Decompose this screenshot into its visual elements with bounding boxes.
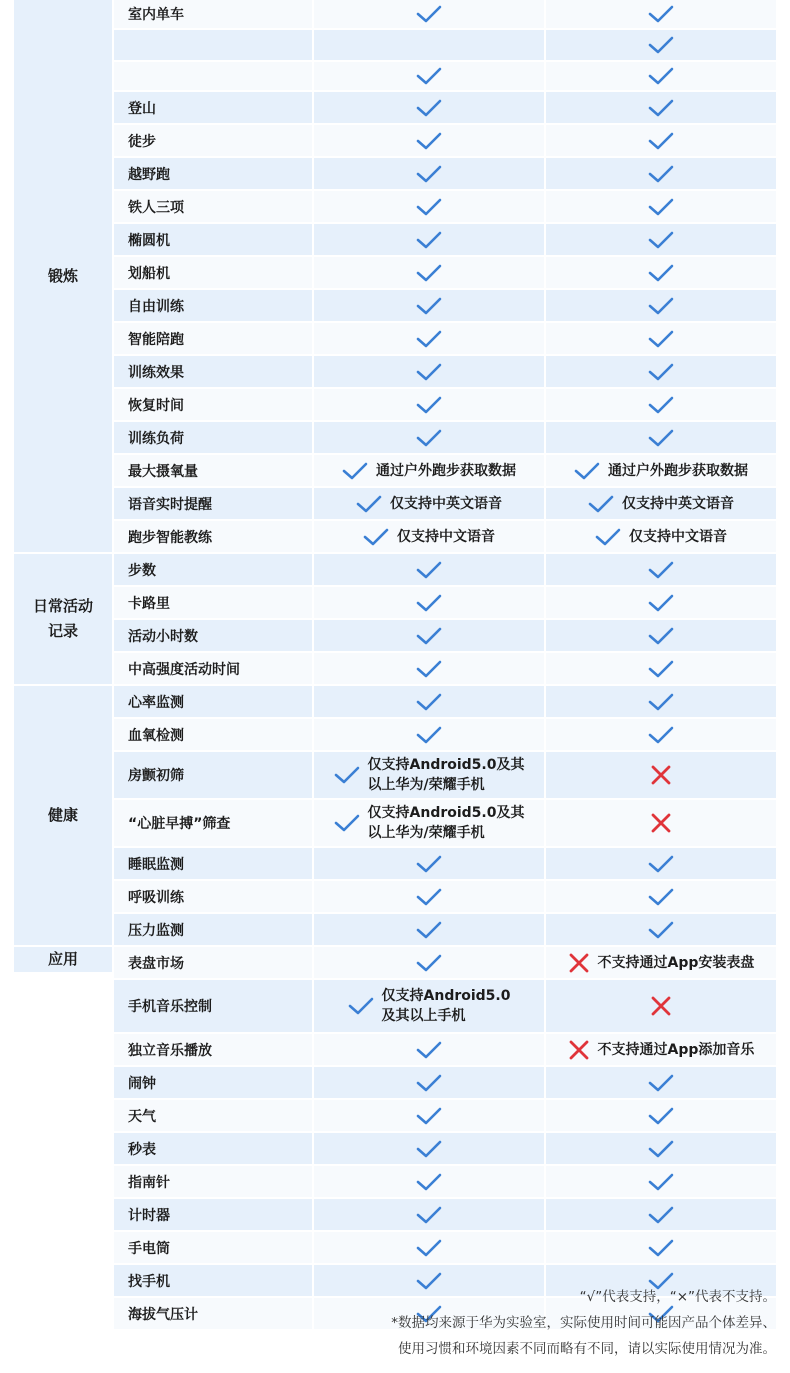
feature-name: 自由训练 bbox=[114, 290, 312, 321]
check-icon bbox=[648, 329, 674, 349]
support-note: 仅支持中文语音 bbox=[397, 528, 495, 545]
support-cell-model-1 bbox=[314, 389, 544, 420]
check-icon bbox=[648, 1205, 674, 1225]
check-icon bbox=[648, 395, 674, 415]
check-icon bbox=[416, 1073, 442, 1093]
feature-name: 椭圆机 bbox=[114, 224, 312, 255]
support-cell-model-1 bbox=[314, 488, 544, 519]
support-cell-model-2 bbox=[546, 224, 776, 255]
feature-name: 海拔气压计 bbox=[114, 1298, 312, 1329]
data-source-note-continued: 使用习惯和环境因素不同而略有不同，请以实际使用情况为准。 bbox=[398, 1341, 776, 1357]
support-note: 通过户外跑步获取数据 bbox=[608, 462, 748, 479]
check-icon bbox=[416, 329, 442, 349]
check-icon bbox=[416, 296, 442, 316]
feature-name: 房颤初筛 bbox=[114, 752, 312, 798]
cross-icon bbox=[650, 812, 672, 834]
support-cell-model-1 bbox=[314, 455, 544, 486]
support-cell-model-1 bbox=[314, 30, 544, 60]
group-label: 健康 bbox=[14, 686, 112, 945]
support-cell-model-2 bbox=[546, 290, 776, 321]
feature-name: 睡眠监测 bbox=[114, 848, 312, 879]
support-cell-model-2 bbox=[546, 158, 776, 189]
support-cell-model-2 bbox=[546, 1232, 776, 1263]
support-cell-model-2 bbox=[546, 488, 776, 519]
support-cell-model-2 bbox=[546, 752, 776, 798]
check-icon bbox=[416, 1040, 442, 1060]
check-icon bbox=[416, 98, 442, 118]
check-icon bbox=[648, 1106, 674, 1126]
check-icon bbox=[416, 131, 442, 151]
feature-name: 找手机 bbox=[114, 1265, 312, 1296]
check-icon bbox=[648, 920, 674, 940]
support-note: 仅支持中英文语音 bbox=[390, 495, 502, 512]
support-cell-model-2 bbox=[546, 719, 776, 750]
support-cell-model-1 bbox=[314, 1133, 544, 1164]
feature-name: 压力监测 bbox=[114, 914, 312, 945]
check-icon bbox=[334, 765, 360, 785]
support-cell-model-2 bbox=[546, 881, 776, 912]
check-icon bbox=[648, 296, 674, 316]
support-cell-model-2 bbox=[546, 947, 776, 978]
support-cell-model-1 bbox=[314, 947, 544, 978]
check-icon bbox=[648, 98, 674, 118]
feature-name: 徒步 bbox=[114, 125, 312, 156]
feature-name: 训练效果 bbox=[114, 356, 312, 387]
feature-name: 心率监测 bbox=[114, 686, 312, 717]
footnotes bbox=[391, 1284, 776, 1362]
feature-name: 血氧检测 bbox=[114, 719, 312, 750]
feature-name: 训练负荷 bbox=[114, 422, 312, 453]
check-icon bbox=[595, 527, 621, 547]
check-icon bbox=[416, 164, 442, 184]
support-note: 不支持通过App安装表盘 bbox=[597, 954, 755, 971]
support-cell-model-2 bbox=[546, 800, 776, 846]
feature-name: 登山 bbox=[114, 92, 312, 123]
check-icon bbox=[416, 428, 442, 448]
support-cell-model-2 bbox=[546, 554, 776, 585]
check-icon bbox=[334, 813, 360, 833]
support-cell-model-2 bbox=[546, 848, 776, 879]
check-icon bbox=[416, 362, 442, 382]
support-cell-model-2 bbox=[546, 587, 776, 618]
check-icon bbox=[363, 527, 389, 547]
feature-name: 跑步智能教练 bbox=[114, 521, 312, 552]
check-icon bbox=[574, 461, 600, 481]
support-cell-model-1 bbox=[314, 191, 544, 222]
group-label: 锻炼 bbox=[14, 0, 112, 552]
feature-name: 卡路里 bbox=[114, 587, 312, 618]
check-icon bbox=[648, 692, 674, 712]
feature-name: “心脏早搏”筛查 bbox=[114, 800, 312, 846]
check-icon bbox=[416, 1139, 442, 1159]
check-icon bbox=[416, 692, 442, 712]
legend-note: “√”代表支持，“×”代表不支持。 bbox=[579, 1289, 776, 1305]
support-cell-model-1 bbox=[314, 554, 544, 585]
check-icon bbox=[416, 1172, 442, 1192]
feature-name bbox=[114, 30, 312, 60]
support-cell-model-1 bbox=[314, 290, 544, 321]
feature-name: 最大摄氧量 bbox=[114, 455, 312, 486]
support-cell-model-1 bbox=[314, 62, 544, 90]
support-note: 仅支持Android5.0及其 以上华为/荣耀手机 bbox=[367, 757, 525, 793]
support-cell-model-2 bbox=[546, 1199, 776, 1230]
support-cell-model-1 bbox=[314, 1067, 544, 1098]
support-cell-model-1 bbox=[314, 686, 544, 717]
support-note: 通过户外跑步获取数据 bbox=[376, 462, 516, 479]
check-icon bbox=[648, 854, 674, 874]
feature-name: 指南针 bbox=[114, 1166, 312, 1197]
support-cell-model-2 bbox=[546, 125, 776, 156]
support-cell-model-1 bbox=[314, 521, 544, 552]
check-icon bbox=[416, 560, 442, 580]
feature-name: 独立音乐播放 bbox=[114, 1034, 312, 1065]
check-icon bbox=[416, 66, 442, 86]
cross-icon bbox=[568, 1039, 590, 1061]
support-cell-model-1 bbox=[314, 224, 544, 255]
support-cell-model-2 bbox=[546, 1067, 776, 1098]
check-icon bbox=[416, 659, 442, 679]
support-cell-model-1 bbox=[314, 881, 544, 912]
support-cell-model-1 bbox=[314, 1232, 544, 1263]
support-cell-model-1 bbox=[314, 92, 544, 123]
check-icon bbox=[416, 626, 442, 646]
check-icon bbox=[648, 560, 674, 580]
check-icon bbox=[648, 626, 674, 646]
support-cell-model-1 bbox=[314, 125, 544, 156]
support-cell-model-2 bbox=[546, 257, 776, 288]
support-note: 仅支持中英文语音 bbox=[622, 495, 734, 512]
support-cell-model-1 bbox=[314, 800, 544, 846]
support-cell-model-2 bbox=[546, 0, 776, 28]
support-note: 仅支持Android5.0 及其以上手机 bbox=[381, 988, 511, 1024]
check-icon bbox=[416, 593, 442, 613]
feature-name: 天气 bbox=[114, 1100, 312, 1131]
check-icon bbox=[416, 230, 442, 250]
check-icon bbox=[356, 494, 382, 514]
support-note: 仅支持中文语音 bbox=[629, 528, 727, 545]
check-icon bbox=[416, 1238, 442, 1258]
support-cell-model-1 bbox=[314, 587, 544, 618]
support-cell-model-1 bbox=[314, 1034, 544, 1065]
check-icon bbox=[648, 659, 674, 679]
support-note: 仅支持Android5.0及其 以上华为/荣耀手机 bbox=[367, 805, 525, 841]
group-label: 日常活动 记录 bbox=[14, 554, 112, 684]
feature-name: 中高强度活动时间 bbox=[114, 653, 312, 684]
check-icon bbox=[416, 197, 442, 217]
check-icon bbox=[648, 1073, 674, 1093]
support-cell-model-2 bbox=[546, 455, 776, 486]
check-icon bbox=[648, 1238, 674, 1258]
support-cell-model-1 bbox=[314, 752, 544, 798]
cross-icon bbox=[650, 995, 672, 1017]
cross-icon bbox=[568, 952, 590, 974]
feature-name: 活动小时数 bbox=[114, 620, 312, 651]
support-cell-model-2 bbox=[546, 914, 776, 945]
feature-name: 铁人三项 bbox=[114, 191, 312, 222]
support-cell-model-1 bbox=[314, 257, 544, 288]
support-cell-model-2 bbox=[546, 62, 776, 90]
support-cell-model-1 bbox=[314, 914, 544, 945]
feature-name: 秒表 bbox=[114, 1133, 312, 1164]
feature-name: 表盘市场 bbox=[114, 947, 312, 978]
check-icon bbox=[416, 920, 442, 940]
check-icon bbox=[416, 4, 442, 24]
group-label: 应用 bbox=[14, 947, 112, 972]
check-icon bbox=[648, 593, 674, 613]
support-cell-model-2 bbox=[546, 30, 776, 60]
support-cell-model-1 bbox=[314, 0, 544, 28]
support-cell-model-1 bbox=[314, 1166, 544, 1197]
check-icon bbox=[648, 197, 674, 217]
feature-name: 智能陪跑 bbox=[114, 323, 312, 354]
feature-name: 计时器 bbox=[114, 1199, 312, 1230]
cross-icon bbox=[650, 764, 672, 786]
support-note: 不支持通过App添加音乐 bbox=[597, 1041, 755, 1058]
check-icon bbox=[648, 1172, 674, 1192]
check-icon bbox=[648, 4, 674, 24]
support-cell-model-1 bbox=[314, 158, 544, 189]
support-cell-model-2 bbox=[546, 389, 776, 420]
check-icon bbox=[416, 953, 442, 973]
support-cell-model-2 bbox=[546, 1100, 776, 1131]
support-cell-model-2 bbox=[546, 191, 776, 222]
check-icon bbox=[416, 1205, 442, 1225]
feature-name: 呼吸训练 bbox=[114, 881, 312, 912]
feature-name bbox=[114, 62, 312, 90]
data-source-note: *数据均来源于华为实验室，实际使用时间可能因产品个体差异、 bbox=[391, 1315, 776, 1331]
support-cell-model-1 bbox=[314, 848, 544, 879]
support-cell-model-2 bbox=[546, 1034, 776, 1065]
check-icon bbox=[648, 35, 674, 55]
support-cell-model-1 bbox=[314, 422, 544, 453]
check-icon bbox=[416, 854, 442, 874]
check-icon bbox=[648, 428, 674, 448]
support-cell-model-2 bbox=[546, 92, 776, 123]
support-cell-model-2 bbox=[546, 356, 776, 387]
support-cell-model-2 bbox=[546, 1133, 776, 1164]
support-cell-model-1 bbox=[314, 323, 544, 354]
support-cell-model-2 bbox=[546, 620, 776, 651]
feature-name: 划船机 bbox=[114, 257, 312, 288]
support-cell-model-1 bbox=[314, 1100, 544, 1131]
check-icon bbox=[416, 395, 442, 415]
check-icon bbox=[588, 494, 614, 514]
feature-name: 手机音乐控制 bbox=[114, 980, 312, 1032]
check-icon bbox=[648, 66, 674, 86]
check-icon bbox=[416, 725, 442, 745]
feature-name: 闹钟 bbox=[114, 1067, 312, 1098]
feature-name: 手电筒 bbox=[114, 1232, 312, 1263]
support-cell-model-2 bbox=[546, 521, 776, 552]
support-cell-model-2 bbox=[546, 980, 776, 1032]
support-cell-model-2 bbox=[546, 1166, 776, 1197]
support-cell-model-1 bbox=[314, 356, 544, 387]
support-cell-model-1 bbox=[314, 719, 544, 750]
support-cell-model-1 bbox=[314, 620, 544, 651]
feature-name: 语音实时提醒 bbox=[114, 488, 312, 519]
feature-name: 恢复时间 bbox=[114, 389, 312, 420]
check-icon bbox=[648, 1139, 674, 1159]
check-icon bbox=[416, 887, 442, 907]
check-icon bbox=[648, 362, 674, 382]
check-icon bbox=[416, 1106, 442, 1126]
support-cell-model-1 bbox=[314, 980, 544, 1032]
feature-name: 步数 bbox=[114, 554, 312, 585]
support-cell-model-2 bbox=[546, 653, 776, 684]
support-cell-model-2 bbox=[546, 323, 776, 354]
check-icon bbox=[416, 263, 442, 283]
check-icon bbox=[348, 996, 374, 1016]
check-icon bbox=[342, 461, 368, 481]
check-icon bbox=[648, 230, 674, 250]
check-icon bbox=[648, 887, 674, 907]
feature-name: 室内单车 bbox=[114, 0, 312, 28]
support-cell-model-2 bbox=[546, 686, 776, 717]
check-icon bbox=[648, 131, 674, 151]
feature-name: 越野跑 bbox=[114, 158, 312, 189]
support-cell-model-1 bbox=[314, 1199, 544, 1230]
check-icon bbox=[648, 164, 674, 184]
check-icon bbox=[648, 725, 674, 745]
check-icon bbox=[648, 263, 674, 283]
support-cell-model-1 bbox=[314, 653, 544, 684]
support-cell-model-2 bbox=[546, 422, 776, 453]
